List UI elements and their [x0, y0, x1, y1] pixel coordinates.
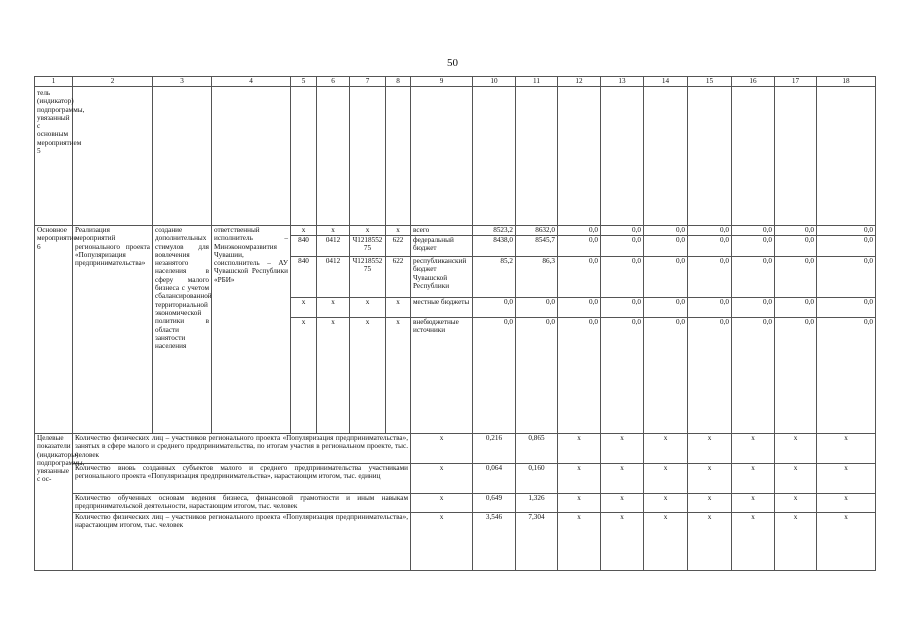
- value-cell: 0,0: [644, 318, 688, 434]
- indicators-label: Целевые показатели (индикаторы) подпрограммы, увязанные с ос-: [35, 434, 73, 571]
- budget-code-cell: x: [386, 318, 411, 434]
- continued-indicator-label: тель (индикатор) подпрограммы, увязанный с основным мероприятием 5: [35, 87, 73, 226]
- budget-code-cell: 0412: [317, 257, 350, 298]
- value-cell: 0,0: [473, 318, 516, 434]
- indicator-cell: x: [644, 513, 688, 571]
- col-number: 9: [411, 77, 473, 87]
- indicator-cell: x: [558, 513, 601, 571]
- budget-code-cell: 840: [291, 236, 317, 257]
- budget-code-cell: x: [386, 298, 411, 318]
- event-responsible: ответственный исполнитель – Минэкономразвития Чувашии, соисполнитель – АУ Чувашской Республики «РБИ»: [212, 226, 291, 434]
- indicator-cell: x: [775, 434, 817, 464]
- indicator-cell: x: [775, 494, 817, 513]
- indicator-cell: x: [688, 513, 732, 571]
- col-number: 14: [644, 77, 688, 87]
- value-cell: 0,0: [732, 318, 775, 434]
- indicator-cell: x: [732, 494, 775, 513]
- col-number: 3: [153, 77, 212, 87]
- budget-code-cell: x: [350, 298, 386, 318]
- event-funding-row: [35, 226, 876, 236]
- value-cell: 0,0: [688, 226, 732, 236]
- value-cell: 0,0: [817, 298, 876, 318]
- value-cell: 8545,7: [516, 236, 558, 257]
- indicator-text: Количество вновь созданных субъектов малого и среднего предпринимательства участниками регионального проекта «Популяризация предпринимательства», нарастающим итогом, тыс. единиц: [73, 464, 411, 494]
- indicator-row: [35, 434, 876, 464]
- value-cell: 0,0: [644, 236, 688, 257]
- funding-source: федеральный бюджет: [411, 236, 473, 257]
- indicator-text: Количество обученных основам ведения бизнеса, финансовой грамотности и иным навыкам предпринимательской деятельности, нарастающим итогом, тыс. человек: [73, 494, 411, 513]
- budget-code-cell: Ч1218552 75: [350, 257, 386, 298]
- value-cell: 0,0: [817, 257, 876, 298]
- value-cell: 8438,0: [473, 236, 516, 257]
- value-cell: 86,3: [516, 257, 558, 298]
- value-cell: 0,0: [601, 298, 644, 318]
- value-cell: 0,0: [644, 298, 688, 318]
- budget-code-cell: x: [291, 226, 317, 236]
- value-cell: 0,0: [558, 298, 601, 318]
- indicator-value: 0,160: [516, 464, 558, 494]
- indicator-cell: x: [775, 513, 817, 571]
- indicator-cell: x: [558, 434, 601, 464]
- value-cell: 85,2: [473, 257, 516, 298]
- value-cell: 0,0: [817, 226, 876, 236]
- indicator-value: 7,304: [516, 513, 558, 571]
- indicator-cell: x: [601, 494, 644, 513]
- indicator-cell: x: [644, 464, 688, 494]
- indicator-cell: x: [817, 494, 876, 513]
- budget-code-cell: x: [317, 226, 350, 236]
- value-cell: 0,0: [558, 226, 601, 236]
- value-cell: 0,0: [516, 298, 558, 318]
- indicator-value: 0,064: [473, 464, 516, 494]
- col-number: 4: [212, 77, 291, 87]
- budget-code-cell: x: [350, 226, 386, 236]
- funding-source: местные бюджеты: [411, 298, 473, 318]
- indicator-row: [35, 494, 876, 513]
- page-number: 50: [447, 57, 458, 69]
- program-table: [34, 76, 876, 571]
- value-cell: 0,0: [644, 257, 688, 298]
- value-cell: 0,0: [732, 298, 775, 318]
- value-cell: 0,0: [644, 226, 688, 236]
- value-cell: 0,0: [516, 318, 558, 434]
- indicator-text: Количество физических лиц – участников регионального проекта «Популяризация предпринимательства», нарастающим итогом, тыс. человек: [73, 513, 411, 571]
- value-cell: 0,0: [732, 257, 775, 298]
- indicator-cell: x: [732, 513, 775, 571]
- col-number: 11: [516, 77, 558, 87]
- col-number: 15: [688, 77, 732, 87]
- funding-source: внебюджетные источники: [411, 318, 473, 434]
- col-number: 18: [817, 77, 876, 87]
- budget-code-cell: 0412: [317, 236, 350, 257]
- budget-code-cell: 622: [386, 257, 411, 298]
- value-cell: 0,0: [688, 298, 732, 318]
- indicator-cell: x: [817, 464, 876, 494]
- value-cell: 0,0: [775, 298, 817, 318]
- budget-code-cell: Ч1218552 75: [350, 236, 386, 257]
- col-number: 1: [35, 77, 73, 87]
- indicator-cell: x: [601, 464, 644, 494]
- value-cell: 0,0: [601, 226, 644, 236]
- col-number: 17: [775, 77, 817, 87]
- value-cell: 0,0: [558, 257, 601, 298]
- funding-source: всего: [411, 226, 473, 236]
- event-label: Основное мероприятие 6: [35, 226, 73, 434]
- col-number: 10: [473, 77, 516, 87]
- indicator-cell: x: [644, 434, 688, 464]
- value-cell: 0,0: [817, 318, 876, 434]
- indicator-cell: x: [817, 434, 876, 464]
- indicator-cell: x: [644, 494, 688, 513]
- indicator-value: 0,865: [516, 434, 558, 464]
- value-cell: 0,0: [688, 236, 732, 257]
- indicator-cell: x: [732, 464, 775, 494]
- indicator-cell: x: [411, 464, 473, 494]
- value-cell: 8632,0: [516, 226, 558, 236]
- col-number: 16: [732, 77, 775, 87]
- indicator-cell: x: [601, 434, 644, 464]
- budget-code-cell: 840: [291, 257, 317, 298]
- budget-code-cell: x: [386, 226, 411, 236]
- budget-code-cell: 622: [386, 236, 411, 257]
- budget-code-cell: x: [350, 318, 386, 434]
- value-cell: 0,0: [817, 236, 876, 257]
- col-number: 8: [386, 77, 411, 87]
- value-cell: 8523,2: [473, 226, 516, 236]
- value-cell: 0,0: [601, 236, 644, 257]
- indicator-cell: x: [732, 434, 775, 464]
- indicator-value: 3,546: [473, 513, 516, 571]
- indicator-cell: x: [411, 513, 473, 571]
- event-name: Реализация мероприятий регионального проекта «Популяризация предпринимательства»: [73, 226, 153, 434]
- budget-code-cell: x: [291, 298, 317, 318]
- value-cell: 0,0: [601, 318, 644, 434]
- value-cell: 0,0: [558, 318, 601, 434]
- indicator-row: [35, 513, 876, 571]
- value-cell: 0,0: [558, 236, 601, 257]
- budget-code-cell: x: [317, 298, 350, 318]
- indicator-text: Количество физических лиц – участников регионального проекта «Популяризация предпринимательства», занятых в сфере малого и среднего предпринимательства, по итогам участия в региональном проекте, тыс. человек: [73, 434, 411, 464]
- event-goal: создание дополнительных стимулов для вовлечения незанятого населения в сферу малого бизнеса с учетом сбалансированной территориальной экономической политики в области занятости населения: [153, 226, 212, 434]
- value-cell: 0,0: [688, 257, 732, 298]
- col-number: 6: [317, 77, 350, 87]
- indicator-cell: x: [411, 494, 473, 513]
- budget-code-cell: x: [317, 318, 350, 434]
- indicator-row: [35, 464, 876, 494]
- continuation-row: [35, 87, 876, 226]
- value-cell: 0,0: [775, 226, 817, 236]
- value-cell: 0,0: [732, 226, 775, 236]
- col-number: 13: [601, 77, 644, 87]
- indicator-cell: x: [688, 494, 732, 513]
- indicator-value: 0,649: [473, 494, 516, 513]
- funding-source: республиканский бюджет Чувашской Республики: [411, 257, 473, 298]
- indicator-cell: x: [601, 513, 644, 571]
- indicator-cell: x: [817, 513, 876, 571]
- column-numbers-row: [35, 77, 876, 87]
- indicator-value: 0,216: [473, 434, 516, 464]
- indicator-cell: x: [688, 464, 732, 494]
- value-cell: 0,0: [601, 257, 644, 298]
- col-number: 7: [350, 77, 386, 87]
- indicator-cell: x: [688, 434, 732, 464]
- value-cell: 0,0: [473, 298, 516, 318]
- budget-code-cell: x: [291, 318, 317, 434]
- indicator-cell: x: [558, 494, 601, 513]
- col-number: 2: [73, 77, 153, 87]
- indicator-cell: x: [411, 434, 473, 464]
- col-number: 12: [558, 77, 601, 87]
- col-number: 5: [291, 77, 317, 87]
- value-cell: 0,0: [688, 318, 732, 434]
- value-cell: 0,0: [775, 236, 817, 257]
- indicator-cell: x: [775, 464, 817, 494]
- indicator-value: 1,326: [516, 494, 558, 513]
- value-cell: 0,0: [775, 257, 817, 298]
- value-cell: 0,0: [775, 318, 817, 434]
- value-cell: 0,0: [732, 236, 775, 257]
- indicator-cell: x: [558, 464, 601, 494]
